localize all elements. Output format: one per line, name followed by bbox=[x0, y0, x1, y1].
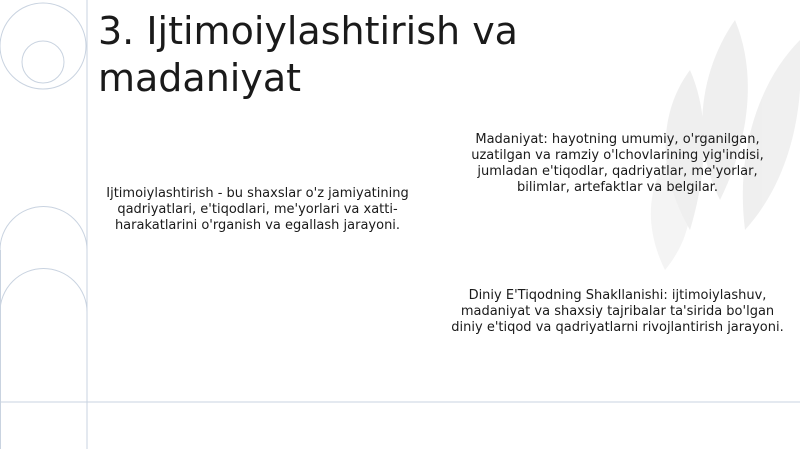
deco-circle-small bbox=[22, 41, 64, 83]
deco-circle-large bbox=[0, 3, 86, 89]
socialization-definition: Ijtimoiylashtirish - bu shaxslar o'z jamiyatining qadriyatlari, e'tiqodlari, me'yorlari va xatti-harakatlarini o'rganish va egallash jarayoni. bbox=[106, 186, 409, 233]
deco-arch-upper bbox=[0, 207, 87, 449]
religious-belief-definition: Diniy E'Tiqodning Shakllanishi: ijtimoiylashuv, madaniyat va shaxsiy tajribalar ta'sirida bo'lgan diniy e'tiqod va qadriyatlarni rivojlantirish jarayoni. bbox=[451, 288, 784, 335]
slide-title: 3. Ijtimoiylashtirish va madaniyat bbox=[98, 9, 518, 100]
deco-arch-lower bbox=[0, 269, 87, 313]
culture-definition: Madaniyat: hayotning umumiy, o'rganilgan, uzatilgan va ramziy o'lchovlarining yig'indisi, jumladan e'tiqodlar, qadriyatlar, me'yorlar, bilimlar, artefaktlar va belgilar. bbox=[471, 132, 764, 195]
